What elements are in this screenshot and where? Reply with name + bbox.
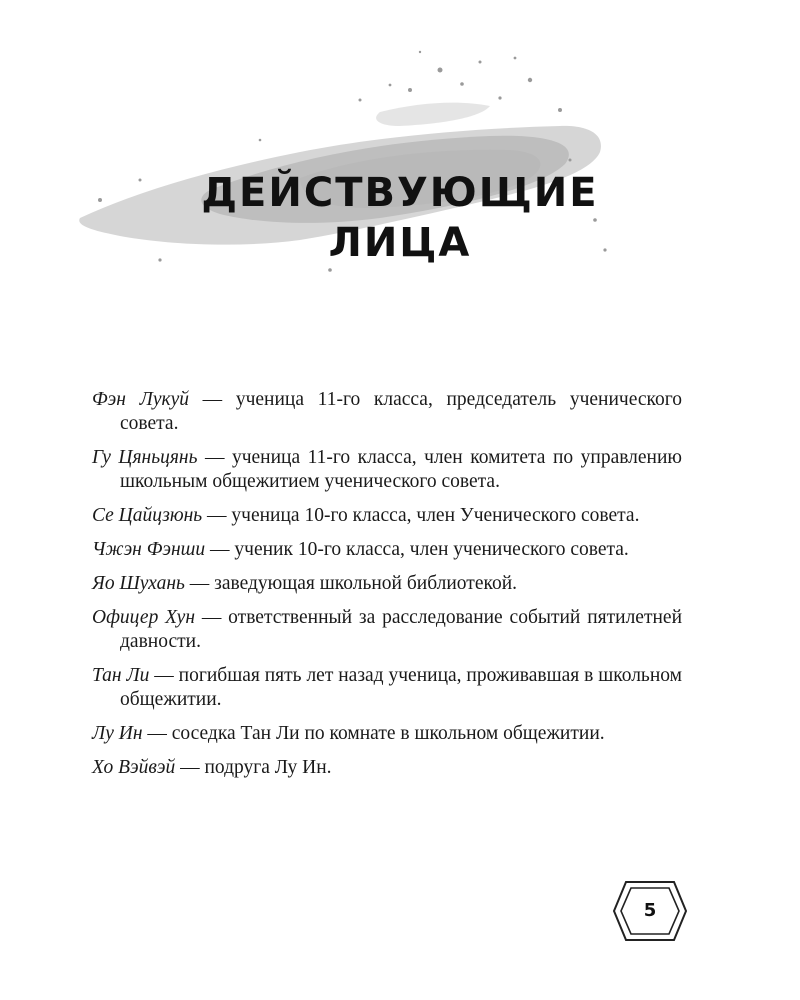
character-entry: [92, 756, 682, 780]
character-name: Се Цайцзюнь: [92, 505, 203, 526]
character-name: Гу Цяньцянь: [92, 447, 198, 468]
character-description: — заведующая школьной библиотекой.: [184, 573, 518, 594]
character-description: — ученик 10-го класса, член ученического совета.: [205, 539, 629, 560]
character-entry: [92, 388, 682, 436]
character-entry: [92, 446, 682, 494]
character-description: — ученица 10-го класса, член Ученического совета.: [202, 505, 640, 526]
character-description: — ученица 11-го класса, член комитета по управлению школьным общежитием ученического совета.: [120, 447, 682, 492]
character-list: [92, 388, 682, 790]
character-name: Фэн Лукуй: [92, 389, 190, 410]
character-description: — ученица 11-го класса, председатель ученического совета.: [120, 389, 683, 434]
character-description: — соседка Тан Ли по комнате в школьном общежитии.: [142, 723, 605, 744]
character-description: — погибшая пять лет назад ученица, проживавшая в школьном общежитии.: [120, 665, 682, 710]
character-description: — подруга Лу Ин.: [175, 757, 332, 778]
page-number: 5: [643, 900, 657, 921]
character-entry: [92, 538, 682, 562]
character-entry: [92, 606, 682, 654]
character-name: Лу Ин: [92, 723, 143, 744]
page-title-line-2: ЛИЦА: [328, 220, 472, 266]
character-name: Тан Ли: [92, 665, 150, 686]
character-entry: [92, 504, 682, 528]
page-title-line-1: ДЕЙСТВУЮЩИЕ: [201, 170, 599, 216]
character-name: Офицер Хун: [92, 607, 196, 628]
character-entry: [92, 664, 682, 712]
character-name: Чжэн Фэнши: [92, 539, 206, 560]
character-name: Хо Вэйвэй: [92, 757, 176, 778]
character-description: — ответственный за расследование событий пятилетней давности.: [120, 607, 683, 652]
character-name: Яо Шухань: [92, 573, 185, 594]
character-entry: [92, 572, 682, 596]
page-title: [0, 168, 800, 268]
character-entry: [92, 722, 682, 746]
